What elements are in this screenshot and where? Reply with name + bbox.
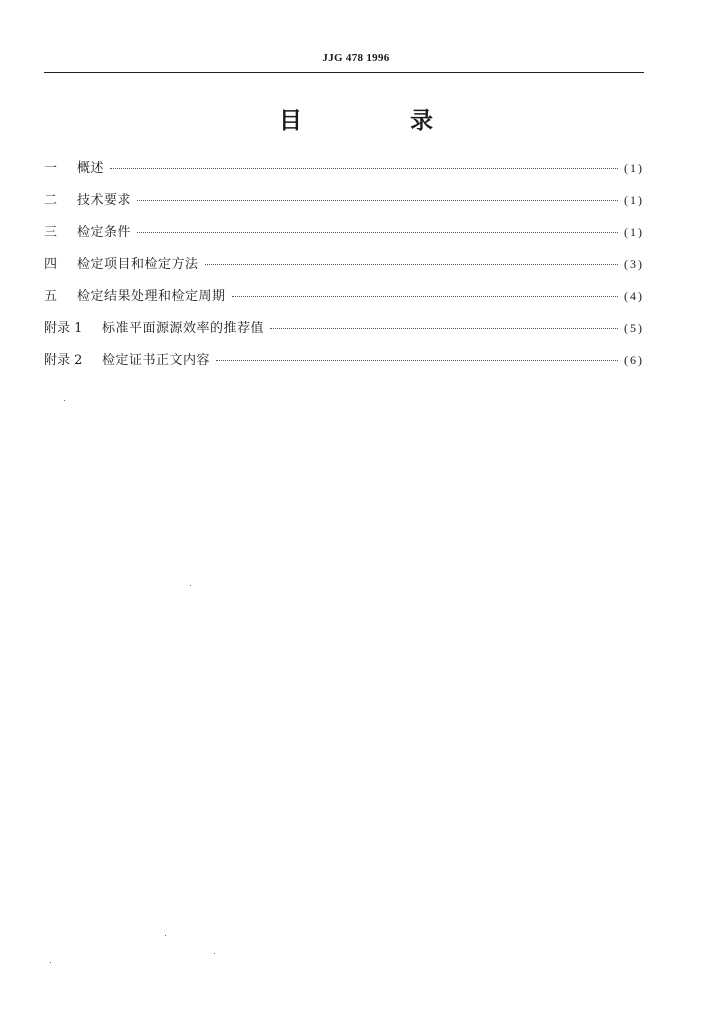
toc-entry-4[interactable] (44, 253, 644, 270)
scan-speck (50, 962, 51, 963)
toc-entry-number: 附录 1 (44, 321, 83, 336)
toc-entry-number: 附录 2 (44, 353, 83, 368)
header-rule (44, 72, 644, 73)
toc-entry-5[interactable] (44, 285, 644, 302)
dot-leader (216, 360, 618, 361)
toc-entry-page: (1) (624, 193, 644, 207)
toc-entry-page: (5) (624, 321, 644, 335)
toc-entry-appendix-1[interactable] (44, 317, 644, 334)
toc-entry-3[interactable] (44, 221, 644, 238)
toc-entry-1[interactable] (44, 157, 644, 174)
toc-entry-number: 五 (44, 289, 58, 304)
toc-entry-page: (4) (624, 289, 644, 303)
dot-leader (137, 232, 618, 233)
scan-speck (214, 953, 215, 954)
toc-entry-page: (6) (624, 353, 644, 367)
toc-entry-label: 标准平面源源效率的推荐值 (102, 321, 265, 336)
toc-entry-page: (1) (624, 161, 644, 175)
toc-entry-label: 概述 (77, 161, 105, 176)
toc-entry-number: 四 (44, 257, 58, 272)
toc-entry-number: 二 (44, 193, 58, 208)
toc-entry-2[interactable] (44, 189, 644, 206)
document-header: JJG 478 1996 (322, 52, 390, 64)
dot-leader (270, 328, 618, 329)
toc-entry-label: 检定条件 (77, 225, 132, 240)
toc-entry-label: 技术要求 (77, 193, 132, 208)
page-title: 目 录 (278, 108, 483, 134)
toc-entry-label: 检定项目和检定方法 (77, 257, 199, 272)
table-of-contents (44, 157, 644, 381)
scan-speck (64, 400, 65, 401)
toc-entry-number: 一 (44, 161, 58, 176)
scan-speck (165, 935, 166, 936)
toc-entry-page: (1) (624, 225, 644, 239)
toc-entry-number: 三 (44, 225, 58, 240)
dot-leader (205, 264, 618, 265)
toc-entry-label: 检定结果处理和检定周期 (77, 289, 226, 304)
dot-leader (232, 296, 618, 297)
dot-leader (137, 200, 618, 201)
toc-entry-page: (3) (624, 257, 644, 271)
dot-leader (110, 168, 618, 169)
toc-entry-appendix-2[interactable] (44, 349, 644, 366)
toc-entry-label: 检定证书正文内容 (102, 353, 211, 368)
scan-speck (190, 585, 191, 586)
